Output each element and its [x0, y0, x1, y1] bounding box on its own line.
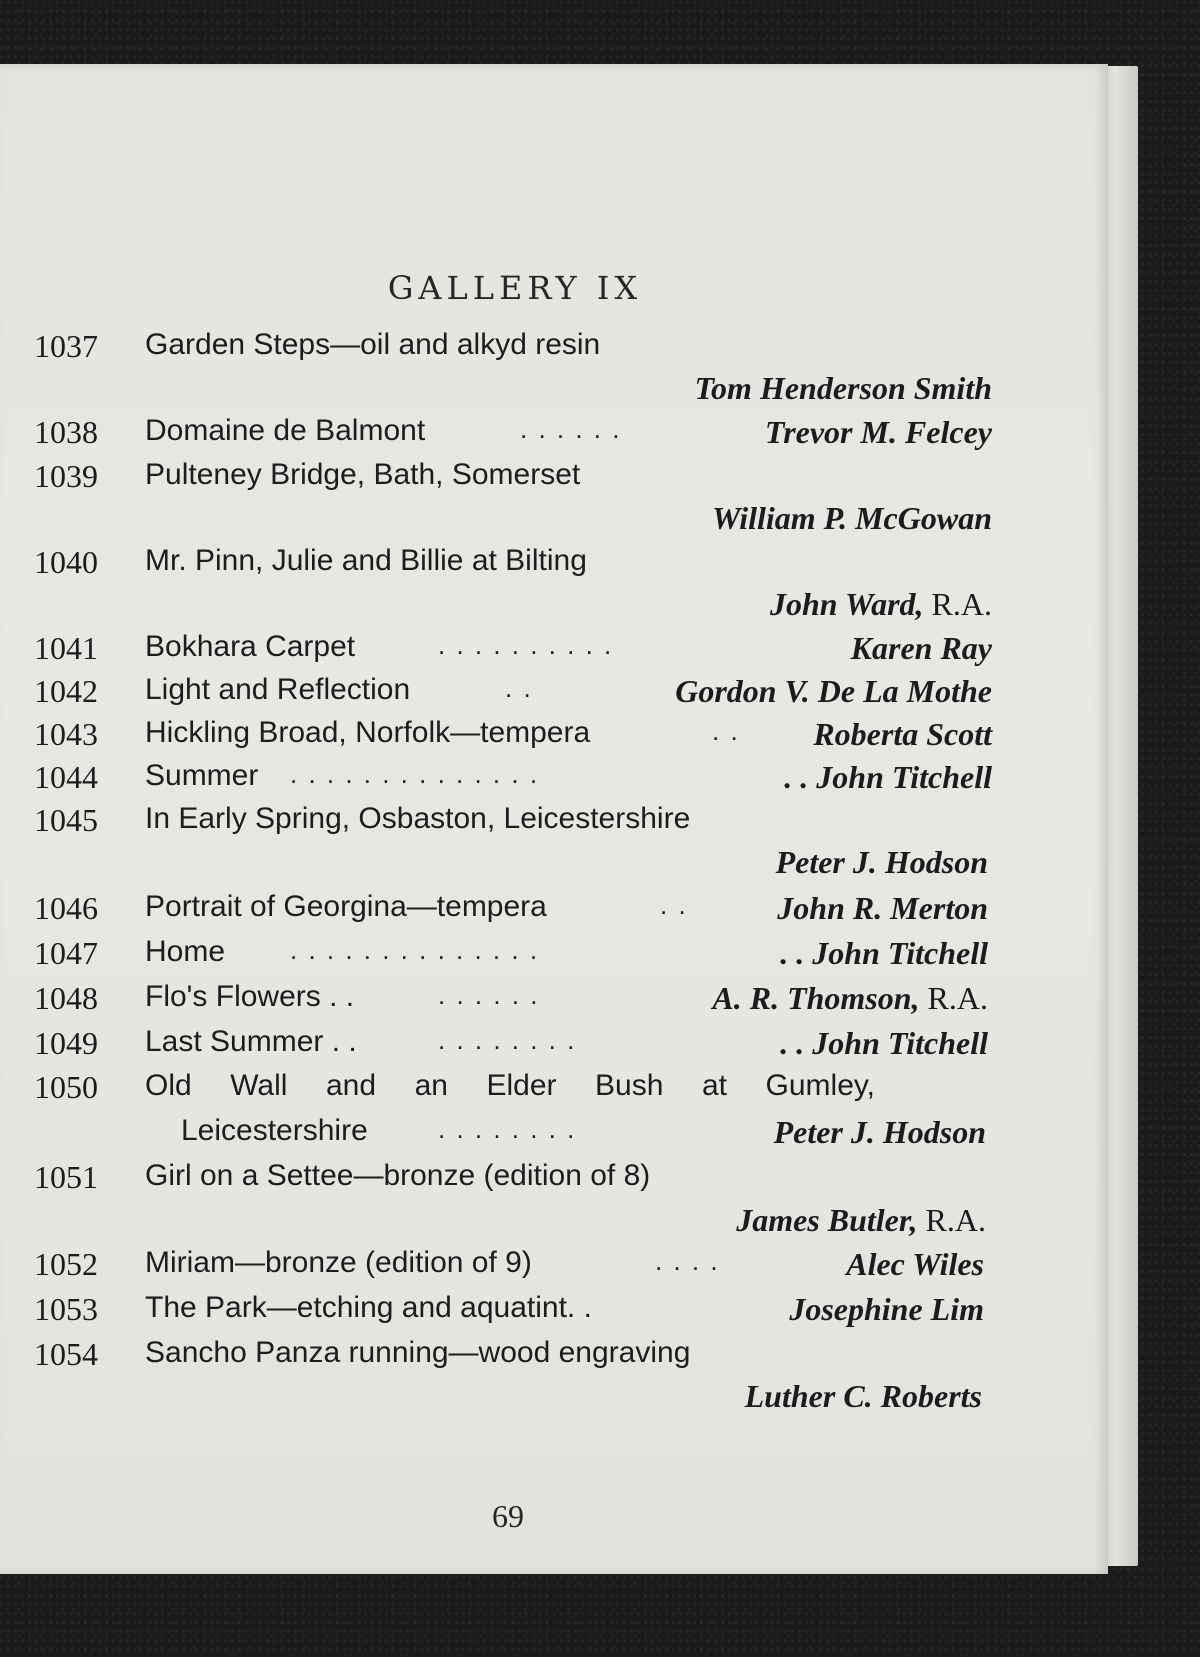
entry-number: 1040	[34, 544, 98, 580]
title-word: Elder	[486, 1069, 557, 1102]
entry-title: Hickling Broad, Norfolk—tempera	[145, 716, 591, 749]
title-word: Gumley,	[765, 1069, 875, 1102]
entry-artist-row	[0, 1378, 1000, 1422]
entry-artist	[675, 673, 992, 710]
entry-number-row	[0, 544, 1000, 588]
entry-title: Pulteney Bridge, Bath, Somerset	[145, 458, 581, 491]
dot-leader: . . . . . . . . . . . . . .	[290, 759, 540, 789]
entry-title: Flo's Flowers . .	[145, 980, 355, 1013]
dot-leader: . .	[712, 716, 740, 746]
catalogue-page	[0, 64, 1108, 1574]
entry-number-row	[0, 1336, 1000, 1380]
dot-leader: . . . . . . . .	[438, 1114, 577, 1144]
artist-name: Luther C. Roberts	[744, 1378, 982, 1414]
dot-leader: . .	[505, 673, 533, 703]
entry-row	[0, 1025, 1000, 1069]
title-word: and	[325, 1069, 377, 1102]
entry-artist-row	[0, 586, 1000, 630]
dot-leader: . .	[660, 890, 688, 920]
artist-name: Gordon V. De La Mothe	[675, 673, 992, 709]
entry-number: 1043	[34, 716, 98, 752]
entry-artist	[712, 500, 992, 537]
entry-number: 1041	[34, 630, 98, 666]
title-word: Old	[145, 1069, 192, 1102]
entry-artist	[813, 716, 992, 753]
entry-artist	[784, 759, 992, 796]
entry-row	[0, 935, 1000, 979]
entry-number: 1042	[34, 673, 98, 709]
entry-row	[0, 1246, 1000, 1290]
entry-number: 1047	[34, 935, 98, 971]
dot-leader: . . . .	[655, 1246, 720, 1276]
entry-row	[0, 980, 1000, 1024]
entry-number: 1038	[34, 414, 98, 450]
entry-artist	[789, 1291, 984, 1328]
entry-title: Miriam—bronze (edition of 9)	[145, 1246, 532, 1279]
entry-number: 1051	[34, 1159, 98, 1195]
artist-name: Peter J. Hodson	[773, 1114, 986, 1150]
dot-leader: . . . . . . . . . .	[438, 630, 614, 660]
entry-row	[0, 759, 1000, 803]
entry-row	[0, 1114, 1000, 1158]
title-word: Bush	[595, 1069, 664, 1102]
entry-artist	[780, 935, 988, 972]
artist-name: John Ward,	[770, 586, 924, 622]
artist-name: . . John Titchell	[780, 1025, 988, 1061]
entry-row	[0, 1291, 1000, 1335]
entry-title: Portrait of Georgina—tempera	[145, 890, 547, 923]
entry-number: 1049	[34, 1025, 98, 1061]
dot-leader: . . . . . .	[520, 414, 622, 444]
entry-row	[0, 673, 1000, 717]
entry-title: In Early Spring, Osbaston, Leicestershire	[145, 802, 691, 835]
entry-title: Home	[145, 935, 226, 968]
entry-artist-row	[0, 1202, 1000, 1246]
entry-artist	[745, 1378, 982, 1415]
entry-artist-row	[0, 844, 1000, 888]
entry-artist	[851, 630, 992, 667]
entry-title: Light and Reflection	[145, 673, 411, 706]
artist-name: Alec Wiles	[846, 1246, 984, 1282]
entry-title: Domaine de Balmont	[145, 414, 426, 447]
entry-artist	[846, 1246, 984, 1283]
entry-artist	[694, 370, 992, 407]
entry-row	[0, 716, 1000, 760]
entry-artist	[774, 1114, 986, 1151]
entry-number-row	[0, 1159, 1000, 1203]
entry-artist-row	[0, 370, 1000, 414]
entry-number-row	[0, 1069, 1000, 1113]
entry-artist	[736, 1202, 986, 1239]
dot-leader: . . . . . . . . . . . . . .	[290, 935, 540, 965]
title-word: an	[414, 1069, 448, 1102]
entry-number: 1046	[34, 890, 98, 926]
artist-name: James Butler,	[736, 1202, 918, 1238]
entry-artist	[712, 980, 988, 1017]
artist-name: Josephine Lim	[789, 1291, 984, 1327]
dot-leader: . . . . . . . .	[438, 1025, 577, 1055]
dot-leader: . . . . . .	[438, 980, 540, 1010]
entry-artist	[770, 586, 992, 623]
entry-title: Garden Steps—oil and alkyd resin	[145, 328, 601, 361]
entry-row	[0, 630, 1000, 674]
entry-title: Last Summer . .	[145, 1025, 357, 1058]
page-heading: GALLERY IX	[387, 269, 643, 307]
entry-artist	[776, 844, 988, 881]
entry-number: 1050	[34, 1069, 98, 1105]
entry-title: Girl on a Settee—bronze (edition of 8)	[145, 1159, 651, 1192]
entry-number: 1052	[34, 1246, 98, 1282]
entry-title: Bokhara Carpet	[145, 630, 356, 663]
entry-artist	[765, 414, 992, 451]
entry-row	[0, 890, 1000, 934]
entry-number: 1045	[34, 802, 98, 838]
artist-name: William P. McGowan	[711, 500, 992, 536]
artist-suffix: R.A.	[919, 980, 988, 1016]
entry-row	[0, 414, 1000, 458]
title-word: at	[701, 1069, 727, 1102]
title-word: Wall	[230, 1069, 288, 1102]
entry-artist-row	[0, 500, 1000, 544]
entry-artist	[780, 1025, 988, 1062]
entry-number-row	[0, 328, 1000, 372]
page-number: 69	[492, 1498, 524, 1534]
entry-number-row	[0, 458, 1000, 502]
artist-name: John R. Merton	[777, 890, 988, 926]
artist-suffix: R.A.	[917, 1202, 986, 1238]
artist-name: Trevor M. Felcey	[764, 414, 992, 450]
entry-title: Summer	[145, 759, 259, 792]
entry-number-row	[0, 802, 1000, 846]
entry-title	[145, 1069, 875, 1103]
artist-name: . . John Titchell	[780, 935, 988, 971]
entry-title: The Park—etching and aquatint. .	[145, 1291, 592, 1324]
artist-name: Roberta Scott	[813, 716, 992, 752]
entry-artist	[777, 890, 988, 927]
artist-suffix: R.A.	[923, 586, 992, 622]
entry-number: 1044	[34, 759, 98, 795]
artist-name: Peter J. Hodson	[775, 844, 988, 880]
entry-number: 1053	[34, 1291, 98, 1327]
artist-name: Karen Ray	[850, 630, 992, 666]
entry-number: 1048	[34, 980, 98, 1016]
entry-number: 1039	[34, 458, 98, 494]
entry-title: Sancho Panza running—wood engraving	[145, 1336, 691, 1369]
artist-name: . . John Titchell	[784, 759, 992, 795]
entry-number: 1037	[34, 328, 98, 364]
entry-title: Mr. Pinn, Julie and Billie at Bilting	[145, 544, 587, 577]
entry-number: 1054	[34, 1336, 98, 1372]
artist-name: Tom Henderson Smith	[694, 370, 992, 406]
artist-name: A. R. Thomson,	[712, 980, 920, 1016]
entry-title-continued: Leicestershire	[181, 1114, 368, 1147]
